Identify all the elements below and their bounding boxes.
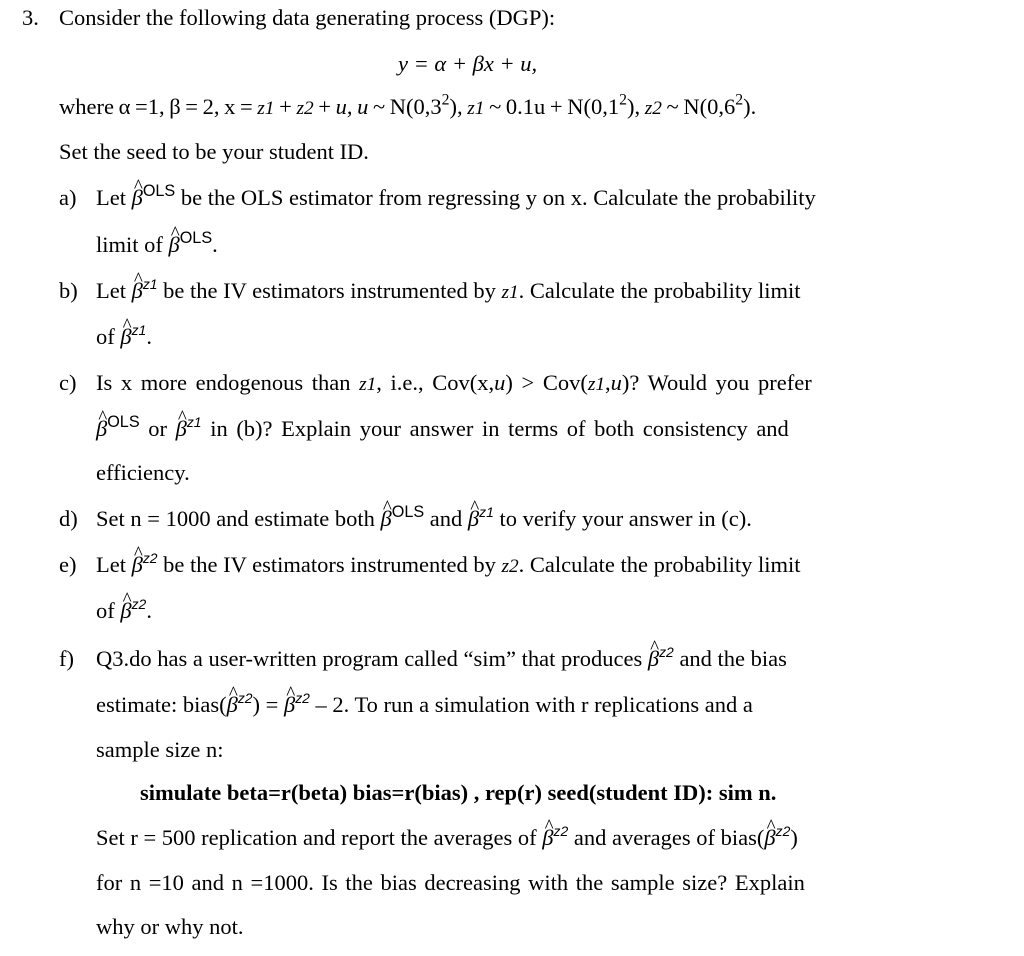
part-b-label: b)	[59, 278, 78, 303]
dgp-equation: y = α + βx + u,	[398, 51, 538, 76]
part-e-line-1: Let ^ $\beta^{z2}$ be the IV estimators instrumented by z2. Calculate the probability limit	[96, 552, 800, 578]
part-f-line-4: Set r = 500 replication and report the averages of ^ $\beta^{z2}$ and averages of bias(^ $\beta^{z2}$)	[96, 825, 798, 851]
part-a-line-1: Let ^ $\beta^{OLS}$ be the OLS estimator from regressing y on x. Calculate the probability	[96, 185, 816, 211]
part-f-line-1: Q3.do has a user-written program called “sim” that produces ^ $\beta^{z2}$ and the bias	[96, 646, 787, 672]
part-c-line-2: ^ $\beta^{OLS}$ or ^ $\beta^{z1}$ in (b)? Explain your answer in terms of both consistency and	[96, 416, 789, 442]
part-c-label: c)	[59, 370, 77, 395]
part-a-label: a)	[59, 185, 77, 210]
dgp-parameters: where α =1, β = 2, x = z1 + z2 + u, u ~ $N(0,3^2)$, z1 ~ $0.1u + N(0,1^2)$, z2 ~ $N(0,6^2)$.	[59, 91, 757, 119]
part-f-line-6: why or why not.	[96, 914, 244, 939]
stata-command: simulate beta=r(beta) bias=r(bias) , rep(r) seed(student ID): sim n.	[140, 780, 777, 805]
part-d-line-1: Set n = 1000 and estimate both ^ $\beta^{OLS}$ and ^ $\beta^{z1}$ to verify your answer in (c).	[96, 506, 752, 532]
part-e-line-2: of ^ $\beta^{z2}$.	[96, 598, 152, 624]
part-f-line-5: for n =10 and n =1000. Is the bias decreasing with the sample size? Explain	[96, 870, 805, 895]
part-f-line-3: sample size n:	[96, 737, 224, 762]
part-f-line-2: estimate: bias(^ $\beta^{z2}$) = ^ $\beta^{z2} - 2$. To run a simulation with r replications and a	[96, 692, 753, 718]
part-d-label: d)	[59, 506, 78, 531]
part-f-label: f)	[59, 646, 74, 671]
part-c-line-3: efficiency.	[96, 460, 190, 485]
part-b-line-1: Let ^ $\beta^{z1}$ be the IV estimators instrumented by z1. Calculate the probability limit	[96, 278, 800, 304]
part-a-line-2: limit of ^ $\beta^{OLS}$.	[96, 232, 218, 258]
part-b-line-2: of ^ $\beta^{z1}$.	[96, 324, 152, 350]
part-c-line-1: Is x more endogenous than z1, i.e., Cov(x,u) > Cov(z1,u)? Would you prefer	[96, 370, 812, 395]
question-number: 3.	[22, 5, 39, 30]
part-e-label: e)	[59, 552, 77, 577]
seed-instruction: Set the seed to be your student ID.	[59, 139, 369, 164]
question-intro: Consider the following data generating process (DGP):	[59, 5, 556, 30]
